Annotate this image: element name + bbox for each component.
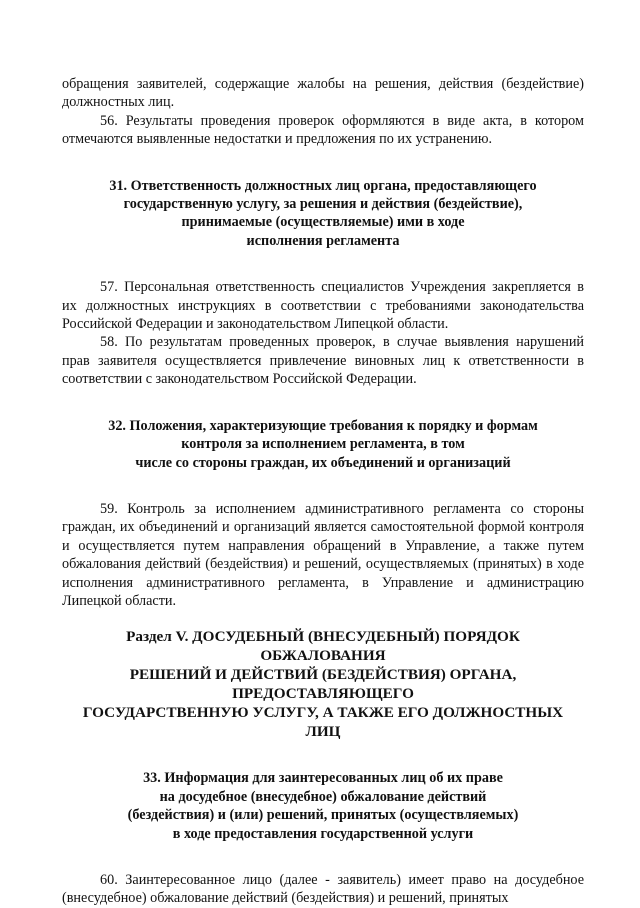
heading-33-line: 33. Информация для заинтересованных лиц об их праве [143, 770, 503, 787]
heading-32-line: контроля за исполнением регламента, в том [181, 436, 465, 453]
heading-33-line: в ходе предоставления государственной услуги [172, 825, 474, 842]
paragraph-57: 57. Персональная ответственность специалистов Учреждения закрепляется в их должностных инструкциях в соответствии с требованиями законодательства Российской Федерации и законодательством Липецкой области. [62, 279, 584, 333]
section-5-line: Раздел V. ДОСУДЕБНЫЙ (ВНЕСУДЕБНЫЙ) ПОРЯДОК [126, 628, 520, 646]
paragraph-continuation: обращения заявителей, содержащие жалобы на решения, действия (бездействие) должностных лиц. [62, 76, 584, 111]
heading-33-line: (бездействия) и (или) решений, принятых (осуществляемых) [127, 807, 519, 824]
section-5-line: ПРЕДОСТАВЛЯЮЩЕГО [232, 685, 414, 703]
heading-31-line: 31. Ответственность должностных лиц органа, предоставляющего [109, 177, 537, 194]
heading-32 [62, 417, 584, 472]
heading-31-line: исполнения регламента [246, 232, 400, 249]
heading-33-line: на досудебное (внесудебное) обжалование действий [159, 788, 487, 805]
heading-32-line: 32. Положения, характеризующие требования к порядку и формам [108, 417, 538, 434]
heading-31 [62, 177, 584, 251]
section-5-line: ОБЖАЛОВАНИЯ [260, 647, 386, 665]
paragraph-59: 59. Контроль за исполнением административного регламента со стороны граждан, их объединений и организаций является самостоятельной формой контроля и осуществляется путем направления обращений в Управление, а также путем обжалования действий (бездействия) и решений, осуществляемых (принятых) в ходе исполнения административного регламента, в Управление и администрацию Липецкой области. [62, 500, 584, 609]
section-5-line: ЛИЦ [305, 723, 341, 741]
heading-32-line: числе со стороны граждан, их объединений и организаций [135, 454, 511, 471]
section-5-heading [62, 627, 584, 741]
heading-31-line: государственную услугу, за решения и действия (бездействие), [123, 196, 523, 213]
section-5-line: ГОСУДАРСТВЕННУЮ УСЛУГУ, А ТАКЖЕ ЕГО ДОЛЖНОСТНЫХ [82, 704, 564, 722]
section-5-line: РЕШЕНИЙ И ДЕЙСТВИЙ (БЕЗДЕЙСТВИЯ) ОРГАНА, [129, 666, 517, 684]
paragraph-60: 60. Заинтересованное лицо (далее - заявитель) имеет право на досудебное (внесудебное) обжалование действий (бездействия) и решений, принятых [62, 871, 584, 907]
heading-31-line: принимаемые (осуществляемые) ими в ходе [181, 214, 465, 231]
paragraph-56: 56. Результаты проведения проверок оформляются в виде акта, в котором отмечаются выявленные недостатки и предложения по их устранению. [62, 112, 584, 148]
paragraph-58: 58. По результатам проведенных проверок, в случае выявления нарушений прав заявителя осуществляется привлечение виновных лиц к ответственности в соответствии с законодательством Российской Федерации. [62, 334, 584, 388]
heading-33 [62, 769, 584, 843]
